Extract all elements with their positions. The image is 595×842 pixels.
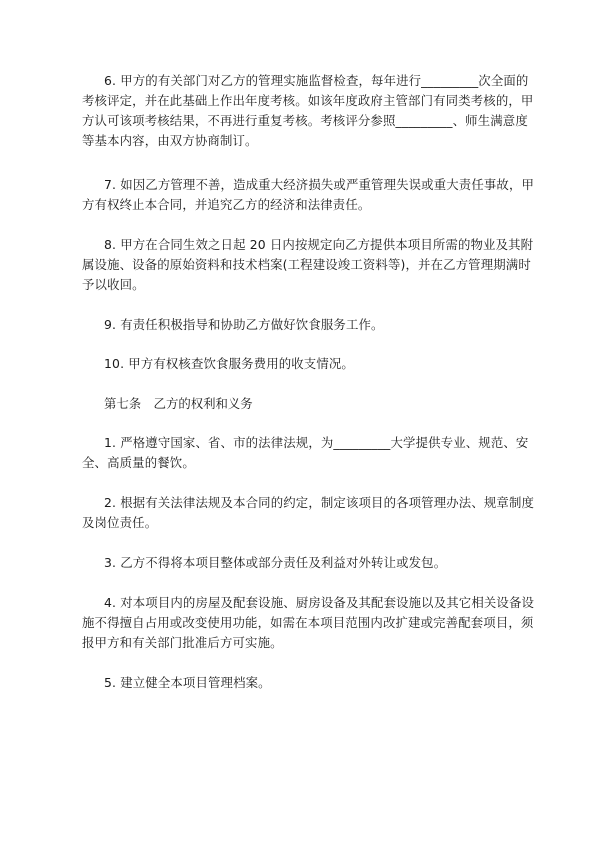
clause-paragraph: 6. 甲方的有关部门对乙方的管理实施监督检查，每年进行_________次全面的考核评定，并在此基础上作出年度考核。如该年度政府主管部门有同类考核的，甲方认可该项考核结果，不再进行重复考核。考核评分参照_________、师生满意度等基本内容，由双方协商制订。 [82, 73, 534, 148]
clause-paragraph: 5. 建立健全本项目管理档案。 [104, 675, 271, 690]
clause-paragraph: 4. 对本项目内的房屋及配套设施、厨房设备及其配套设施以及其它相关设备设施不得擅自占用或改变使用功能，如需在本项目范围内改扩建或完善配套项目，须报甲方和有关部门批准后方可实施。 [82, 595, 535, 650]
clause-paragraph: 8. 甲方在合同生效之日起 20 日内按规定向乙方提供本项目所需的物业及其附属设施、设备的原始资料和技术档案(工程建设竣工资料等)，并在乙方管理期满时予以收回。 [82, 237, 534, 292]
clause-paragraph: 7. 如因乙方管理不善，造成重大经济损失或严重管理失误或重大责任事故，甲方有权终止本合同，并追究乙方的经济和法律责任。 [82, 177, 535, 212]
clause-paragraph: 2. 根据有关法律法规及本合同的约定，制定该项目的各项管理办法、规章制度及岗位责任。 [82, 495, 535, 530]
clause-paragraph: 1. 严格遵守国家、省、市的法律法规，为_________大学提供专业、规范、安全、高质量的餐饮。 [82, 435, 529, 470]
clause-paragraph: 10. 甲方有权核查饮食服务费用的收支情况。 [104, 356, 354, 371]
section-heading: 第七条 乙方的权利和义务 [104, 396, 253, 411]
clause-paragraph: 9. 有责任积极指导和协助乙方做好饮食服务工作。 [104, 317, 384, 332]
clause-paragraph: 3. 乙方不得将本项目整体或部分责任及利益对外转让或发包。 [104, 555, 447, 570]
